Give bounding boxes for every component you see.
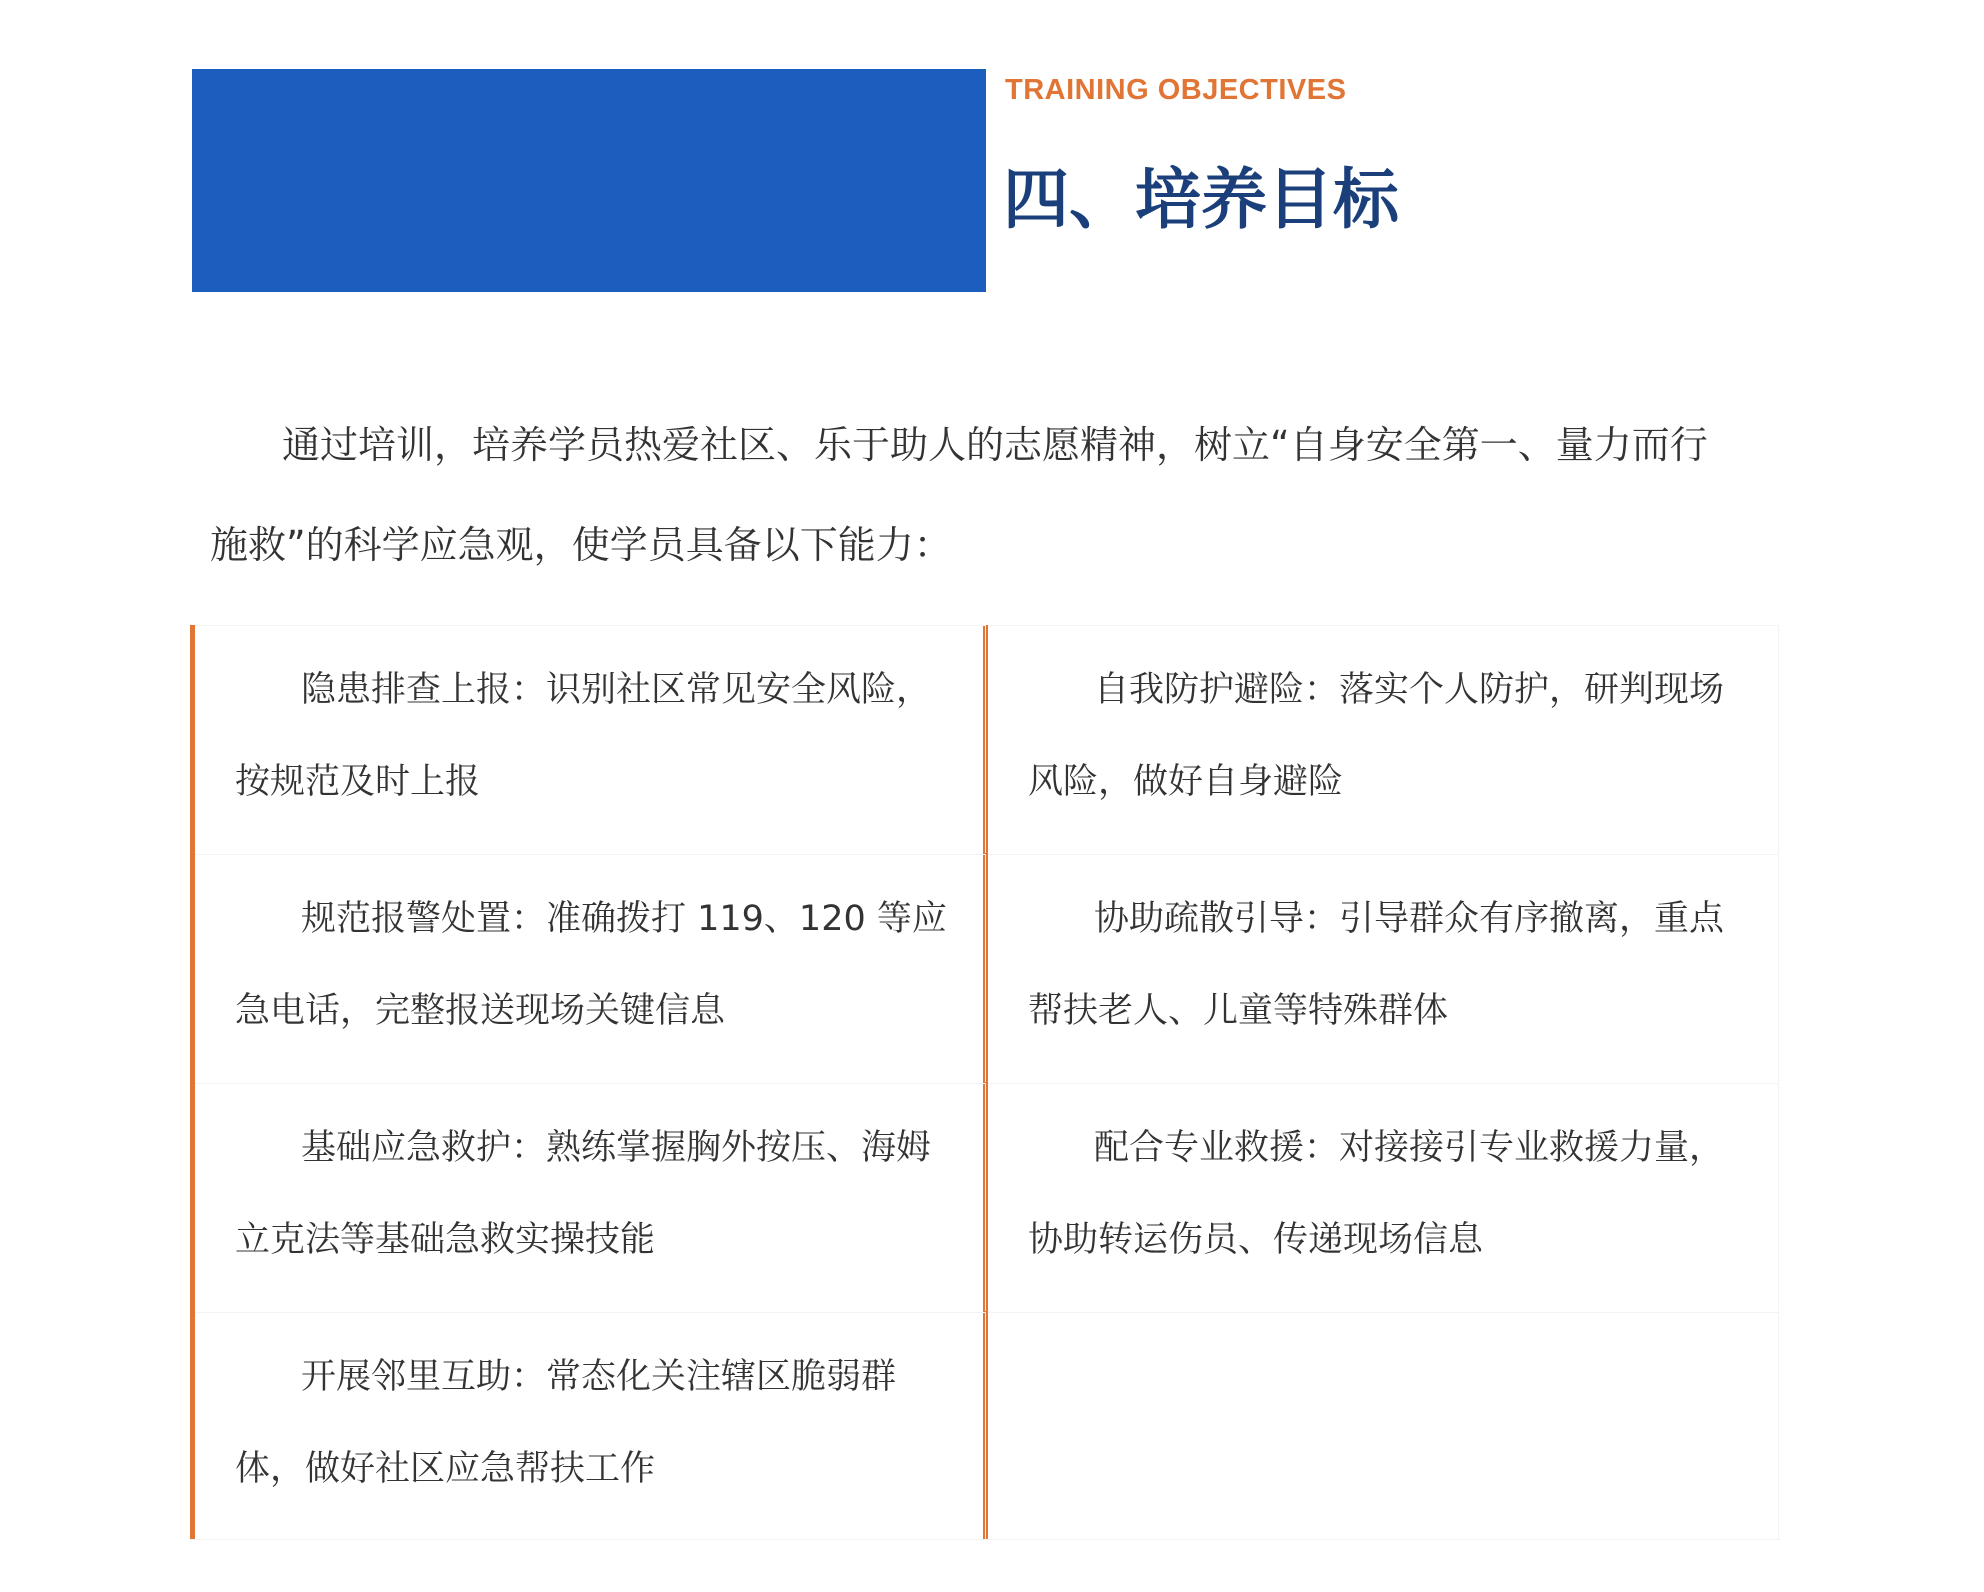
objective-text: 开展邻里互助：常态化关注辖区脆弱群体，做好社区应急帮扶工作 [235,1357,897,1489]
intro-paragraph [210,395,1740,595]
objective-text: 协助疏散引导：引导群众有序撤离，重点帮扶老人、儿童等特殊群体 [1028,899,1725,1031]
objective-item [195,854,986,1082]
objective-text: 自我防护避险：落实个人防护，研判现场风险，做好自身避险 [1028,670,1725,802]
header-blue-block [192,69,986,292]
objective-item [195,1312,986,1540]
objective-item-empty [988,1312,1779,1540]
objective-item [988,854,1779,1082]
objective-text: 基础应急救护：熟练掌握胸外按压、海姆立克法等基础急救实操技能 [235,1128,932,1260]
objective-text: 隐患排查上报：识别社区常见安全风险，按规范及时上报 [235,670,932,802]
objective-text: 规范报警处置：准确拨打 119、120 等应急电话，完整报送现场关键信息 [235,899,947,1031]
section-title: 四、培养目标 [1003,161,1399,238]
objective-item [988,1083,1779,1311]
intro-text: 通过培训，培养学员热爱社区、乐于助人的志愿精神，树立“自身安全第一、量力而行施救”的科学应急观，使学员具备以下能力： [210,423,1708,567]
objective-item [195,1083,986,1311]
objective-text: 配合专业救援：对接接引专业救援力量，协助转运伤员、传递现场信息 [1028,1128,1725,1260]
objective-item [195,625,986,853]
objective-item [988,625,1779,853]
objectives-grid [190,625,1780,1540]
section-subtitle: TRAINING OBJECTIVES [1005,74,1347,106]
grid-bottom-border [190,1539,1780,1540]
